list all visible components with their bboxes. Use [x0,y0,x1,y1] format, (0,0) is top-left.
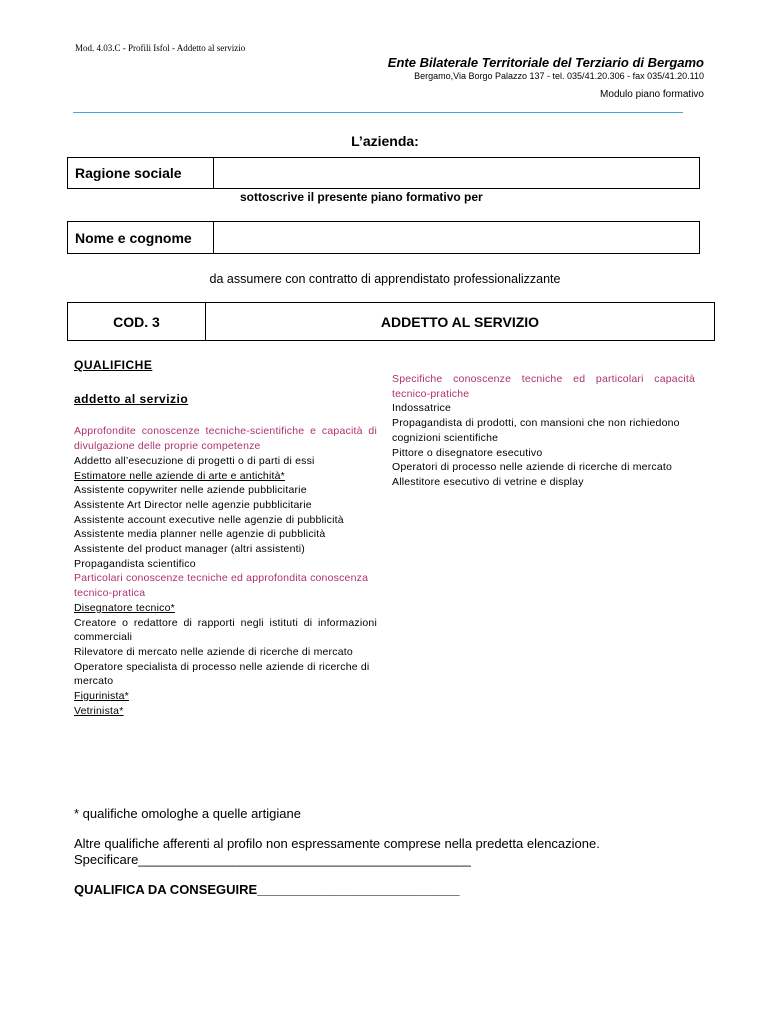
nome-cognome-label: Nome e cognome [68,222,214,253]
list-item: Operatori di processo nelle aziende di ricerche di mercato [392,461,673,474]
altre-text: Altre qualifiche afferenti al profilo non espressamente comprese nella predetta elencazione. [74,836,600,851]
list-item: Disegnatore tecnico* [74,601,175,614]
contract-text: da assumere con contratto di apprendistato professionalizzante [209,272,561,286]
list-item: Assistente copywriter nelle aziende pubblicitarie [74,484,307,497]
right-column [392,372,695,490]
list-item: Estimatore nelle aziende di arte e antichità* [74,469,285,482]
organization-address: Bergamo,Via Borgo Palazzo 137 - tel. 035/41.20.306 - fax 035/41.20.110 [414,71,704,81]
nome-cognome-row [67,221,700,254]
list-item: Vetrinista* [74,704,124,717]
sottoscrive-text: sottoscrive il presente piano formativo per [240,190,483,204]
altre-qualifiche [74,836,694,868]
module-reference: Mod. 4.03.C - Profili Isfol - Addetto al servizio [75,43,246,53]
specificare-field[interactable]: Specificare______________________________________________ [74,852,471,867]
section-heading: Approfondite conoscenze tecniche-scientifiche e capacità di divulgazione delle proprie competenze [74,425,377,453]
profile-code: COD. 3 [68,303,206,340]
ragione-sociale-field[interactable] [214,158,699,188]
list-item: Allestitore esecutivo di vetrine e display [392,475,584,488]
list-item: Assistente del product manager (altri assistenti) [74,543,305,556]
form-type: Modulo piano formativo [600,89,704,100]
omologhe-note: * qualifiche omologhe a quelle artigiane [74,806,301,821]
ragione-sociale-label: Ragione sociale [68,158,214,188]
list-item: Assistente media planner nelle agenzie di pubblicità [74,528,326,541]
profile-code-row [67,302,715,341]
nome-cognome-field[interactable] [214,222,699,253]
list-item: Assistente account executive nelle agenzie di pubblicità [74,513,344,526]
list-item: Propagandista scientifico [74,557,196,570]
qualifiche-subtitle: addetto al servizio [74,391,189,406]
qualifiche-heading: QUALIFICHE [74,358,153,372]
list-item: Creatore o redattore di rapporti negli istituti di informazioni commerciali [74,616,377,644]
list-item: Propagandista di prodotti, con mansioni che non richiedono cognizioni scientifiche [392,417,680,444]
list-item: Pittore o disegnatore esecutivo [392,446,543,459]
section-heading: Particolari conoscenze tecniche ed approfondita conoscenza tecnico-pratica [74,572,369,600]
list-item: Assistente Art Director nelle agenzie pubblicitarie [74,498,312,511]
profile-name: ADDETTO AL SERVIZIO [380,313,540,330]
header-divider [73,112,683,113]
list-item: Indossatrice [392,402,452,415]
organization-name: Ente Bilaterale Territoriale del Terziario di Bergamo [387,55,704,70]
left-column [74,358,377,718]
list-item: Operatore specialista di processo nelle aziende di ricerche di mercato [74,660,370,688]
list-item: Addetto all’esecuzione di progetti o di parti di essi [74,454,315,467]
list-item: Figurinista* [74,690,129,703]
section-heading: Specifiche conoscenze tecniche ed particolari capacità tecnico-pratiche [392,373,695,400]
qualifica-da-conseguire[interactable]: QUALIFICA DA CONSEGUIRE____________________________ [74,882,460,897]
azienda-title: L’azienda: [351,133,419,149]
list-item: Rilevatore di mercato nelle aziende di ricerche di mercato [74,645,353,658]
ragione-sociale-row [67,157,700,189]
